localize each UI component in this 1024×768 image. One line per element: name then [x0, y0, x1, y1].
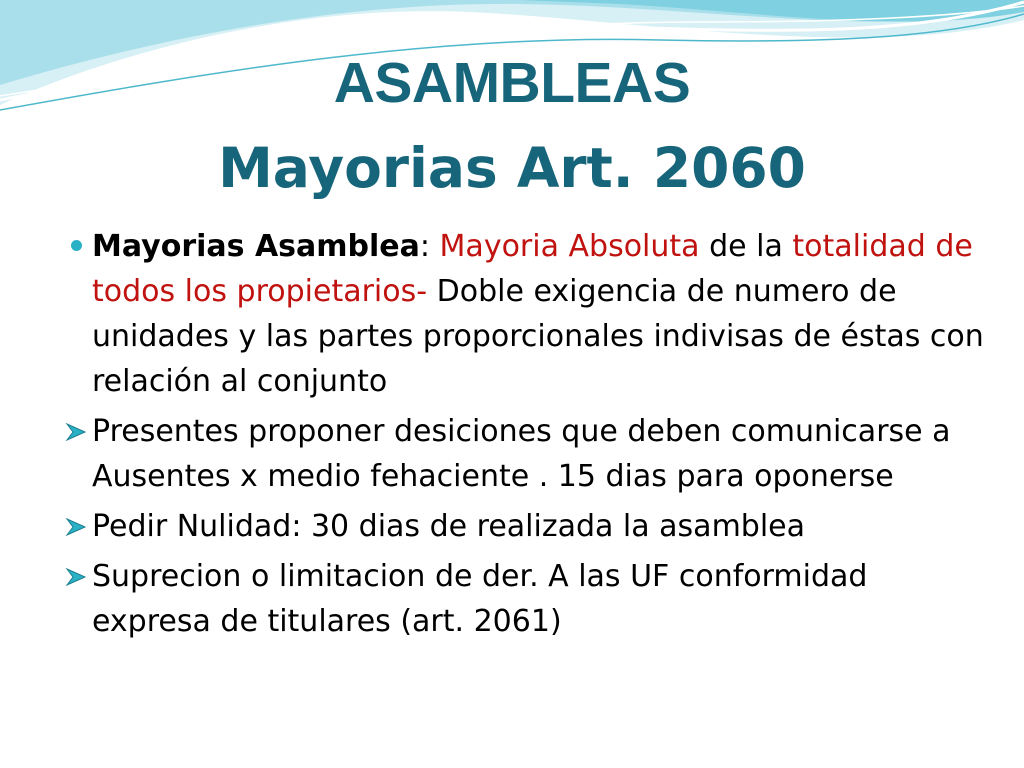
- bullet-text: Suprecion o limitacion de der. A las UF conformidad expresa de titulares (art. 2061): [92, 559, 868, 639]
- bullet-item: [60, 554, 990, 644]
- bullet-text: Presentes proponer desiciones que deben comunicarse a Ausentes x medio fehaciente . 15 dias para oponerse: [92, 414, 951, 494]
- bullet-list: [60, 224, 990, 649]
- arrow-bullet-icon: [64, 504, 88, 549]
- bullet-highlight: Mayoria Absoluta: [439, 229, 700, 264]
- bullet-highlight: totalidad de todos los propietarios-: [92, 229, 973, 309]
- bullet-term: Mayorias Asamblea: [92, 229, 420, 264]
- bullet-text: de la: [699, 229, 793, 264]
- arrow-bullet-icon: [64, 409, 88, 454]
- bullet-colon: :: [419, 229, 440, 264]
- bullet-text: Pedir Nulidad: 30 dias de realizada la asamblea: [92, 509, 806, 544]
- bullet-text: Doble exigencia de numero de unidades y las partes proporcionales indivisas de éstas con relación al conjunto: [92, 274, 984, 399]
- bullet-item: [60, 504, 990, 549]
- slide-title: ASAMBLEAS: [333, 51, 691, 115]
- dot-bullet-icon: [64, 224, 88, 269]
- arrow-bullet-icon: [64, 554, 88, 599]
- slide-subtitle: Mayorias Art. 2060: [218, 136, 806, 200]
- bullet-item: [60, 409, 990, 499]
- bullet-item: [60, 224, 990, 404]
